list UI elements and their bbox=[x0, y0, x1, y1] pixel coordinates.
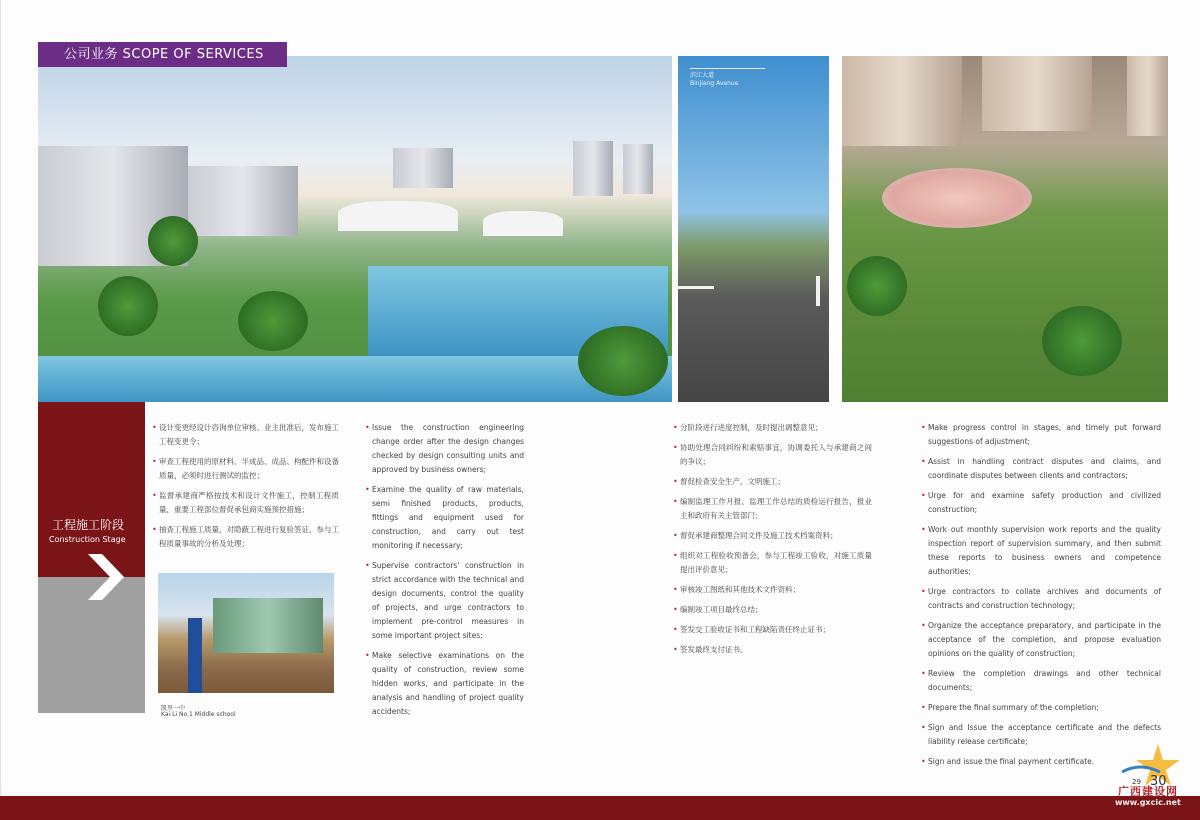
text-column-cn-right bbox=[674, 421, 872, 663]
photo-plaza bbox=[882, 168, 1032, 228]
list-item: • 审核竣工图纸和其他技术文件资料； bbox=[674, 583, 872, 597]
photo-tower-group bbox=[393, 148, 453, 188]
photo-construction-site bbox=[158, 573, 334, 693]
road-caption-cn: 滨江大道 bbox=[690, 72, 715, 79]
list-item: • Sign and issue the final payment certificate. bbox=[922, 755, 1161, 769]
stage-title-en: Construction Stage bbox=[49, 535, 126, 544]
photo-tree bbox=[578, 326, 668, 396]
photo-tower-far bbox=[623, 144, 653, 194]
photo-apartment bbox=[1127, 56, 1168, 136]
photo-tree bbox=[1042, 306, 1122, 376]
photo-tree bbox=[847, 256, 907, 316]
site-caption-en: Kai Li No.1 Middle school bbox=[161, 711, 236, 718]
stage-title-cn: 工程施工阶段 bbox=[52, 518, 125, 532]
list-item: • Organize the acceptance preparatory, and participate in the acceptance of the completion, and propose evaluation opinions on the quality of construction; bbox=[922, 619, 1161, 661]
list-item: • Urge for and examine safety production and civilized construction; bbox=[922, 489, 1161, 517]
photo-tree bbox=[98, 276, 158, 336]
text-column-en-left bbox=[366, 421, 524, 725]
list-item: • Assist in handling contract disputes and claims, and coordinate disputes between clients and contractors; bbox=[922, 455, 1161, 483]
photo-tree bbox=[238, 291, 308, 351]
photo-building-mid bbox=[188, 166, 298, 236]
list-item: • Supervise contractors' construction in strict accordance with the technical and design documents, control the quality of projects, and urge contractors to implement pre-control measures in some important project sites; bbox=[366, 559, 524, 643]
photo-tree bbox=[148, 216, 198, 266]
photo-residential-garden bbox=[842, 56, 1168, 402]
photo-avenue bbox=[678, 56, 829, 402]
photo-apartment bbox=[842, 56, 962, 146]
list-item: • Make progress control in stages, and timely put forward suggestions of adjustment; bbox=[922, 421, 1161, 449]
list-item: • 签发最终支付证书。 bbox=[674, 643, 872, 657]
list-item: • 设计变更经设计咨询单位审核、业主批准后，发布施工工程变更令； bbox=[153, 421, 339, 449]
list-item: • Sign and Issue the acceptance certificate and the defects liability release certificate; bbox=[922, 721, 1161, 749]
road-marking bbox=[816, 276, 820, 306]
list-item: • 监督承建商严格按技术和设计文件施工，控制工程质量，重要工程部位督促承包商实施预控措施； bbox=[153, 489, 339, 517]
footer-bar bbox=[0, 796, 1200, 820]
text-column-en-right bbox=[922, 421, 1161, 775]
stage-band-red bbox=[38, 402, 145, 577]
caption-divider bbox=[690, 68, 765, 69]
list-item: • Examine the quality of raw materials, semi finished products, products, fittings and equipment used for construction, and carry out test monitoring if necessary; bbox=[366, 483, 524, 553]
list-item: • Review the completion drawings and other technical documents; bbox=[922, 667, 1161, 695]
list-item: • 分阶段进行进度控制，及时提出调整意见； bbox=[674, 421, 872, 435]
photo-worker bbox=[188, 618, 202, 693]
chevron-right-icon bbox=[88, 554, 128, 600]
list-item: • 编制竣工项目最终总结； bbox=[674, 603, 872, 617]
list-item: • Work out monthly supervision work reports and the quality inspection report of supervision summary, and then submit these reports to business owners and competence authorities; bbox=[922, 523, 1161, 579]
list-item: • Urge contractors to collate archives and documents of contracts and construction technology; bbox=[922, 585, 1161, 613]
list-item: • 协助处理合同纠纷和索赔事宜，协调委托人与承建商之间的争议； bbox=[674, 441, 872, 469]
photo-canopy-2 bbox=[483, 211, 563, 236]
road-caption-en: Binjiang Avenue bbox=[690, 80, 739, 87]
list-item: • 抽查工程施工质量，对隐蔽工程进行复验签证，参与工程质量事故的分析及处理； bbox=[153, 523, 339, 551]
photo-riverside-park bbox=[38, 56, 672, 402]
list-item: • 审查工程使用的原材料、半成品、成品、构配件和设备质量，必须时进行测试的监控； bbox=[153, 455, 339, 483]
photo-river bbox=[38, 356, 672, 402]
list-item: • 签发交工验收证书和工程缺陷责任终止证书； bbox=[674, 623, 872, 637]
list-item: • 编制监理工作月报、监理工作总结的质检运行报告，报业主和政府有关主管部门； bbox=[674, 495, 872, 523]
section-header-tag: 公司业务 SCOPE OF SERVICES bbox=[38, 42, 287, 67]
list-item: • 督促承建商整理合同文件及施工技术档案资料； bbox=[674, 529, 872, 543]
photo-canopy bbox=[338, 201, 458, 231]
list-item: • 督促检查安全生产，文明施工； bbox=[674, 475, 872, 489]
photo-tower-right bbox=[573, 141, 613, 196]
page-number-left: 29 bbox=[1132, 778, 1141, 786]
list-item: • Issue the construction engineering change order after the design changes checked by design consulting units and approved by business owners; bbox=[366, 421, 524, 477]
site-logo-url: www.gxcic.net bbox=[1115, 798, 1181, 807]
list-item: • 组织对工程验收预备会，参与工程竣工验收，对施工质量提出评价意见； bbox=[674, 549, 872, 577]
photo-apartment bbox=[982, 56, 1092, 131]
list-item: • Prepare the final summary of the completion; bbox=[922, 701, 1161, 715]
site-logo-text: 广西建设网 bbox=[1118, 785, 1178, 798]
list-item: • Make selective examinations on the quality of construction, review some hidden works, and participate in the analysis and handling of project quality accidents; bbox=[366, 649, 524, 719]
site-caption-cn: 凯里一中 bbox=[161, 705, 186, 712]
text-column-cn-left bbox=[153, 421, 339, 557]
road-marking bbox=[678, 286, 714, 289]
photo-building-under-construction bbox=[213, 598, 323, 653]
page-number-right: 30 bbox=[1150, 774, 1167, 789]
page-spine bbox=[0, 0, 1, 796]
